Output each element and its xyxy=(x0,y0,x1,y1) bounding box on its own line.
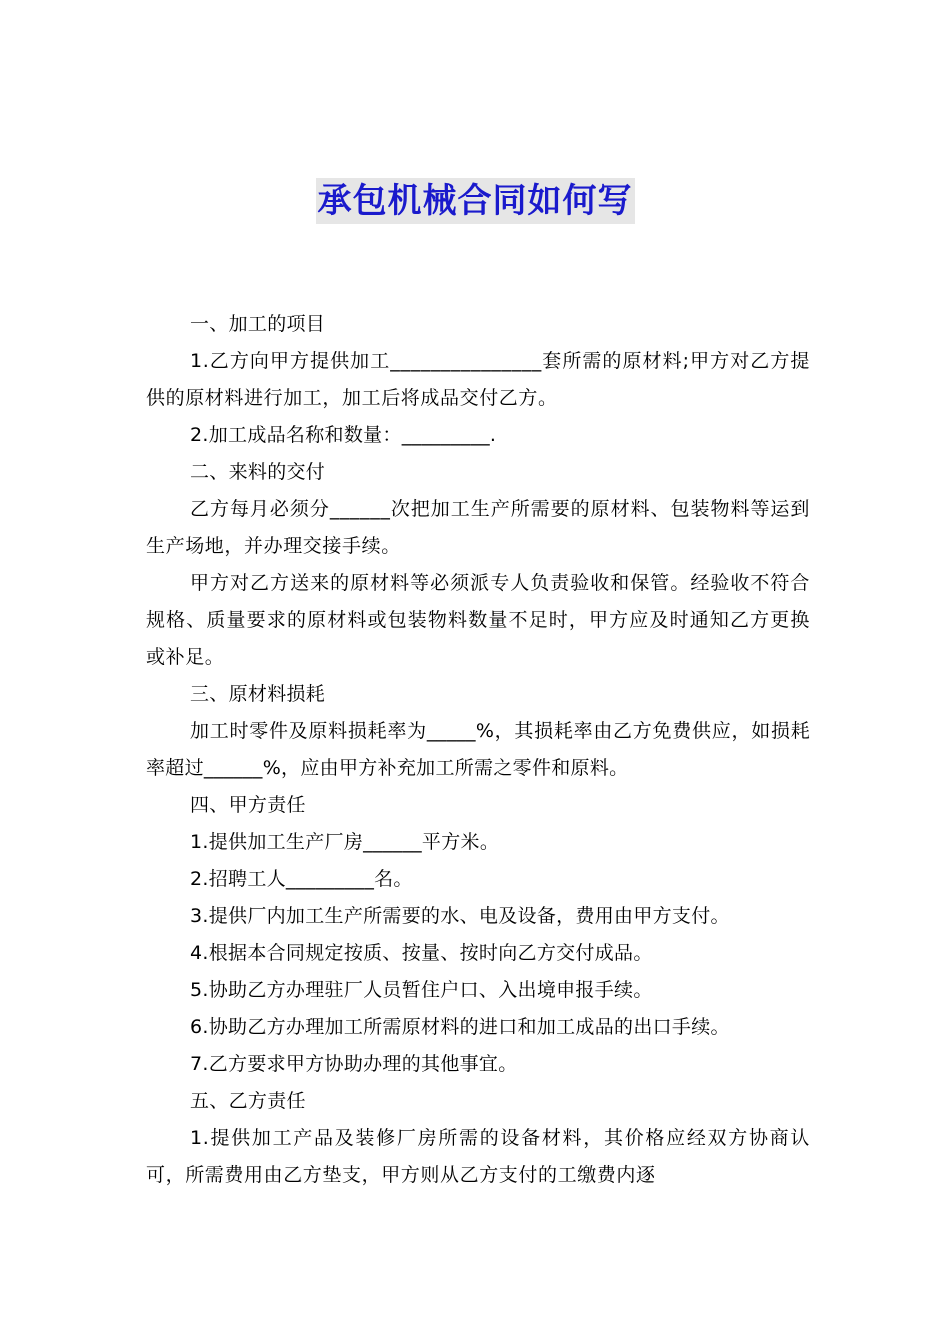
paragraph-4-6: 6.协助乙方办理加工所需原材料的进口和加工成品的出口手续。 xyxy=(190,1016,730,1038)
section-heading-3: 三、原材料损耗 xyxy=(190,683,326,705)
paragraph-1-2: 2.加工成品名称和数量：_________. xyxy=(190,424,497,446)
section-heading-4: 四、甲方责任 xyxy=(190,794,306,816)
paragraph-4-1: 1.提供加工生产厂房______平方米。 xyxy=(190,831,500,853)
section-heading-5: 五、乙方责任 xyxy=(190,1090,306,1112)
document-title-text: 承包机械合同如何写 xyxy=(316,178,635,224)
paragraph-4-5: 5.协助乙方办理驻厂人员暂住户口、入出境申报手续。 xyxy=(190,979,653,1001)
paragraph-4-7: 7.乙方要求甲方协助办理的其他事宜。 xyxy=(190,1053,518,1075)
section-heading-1: 一、加工的项目 xyxy=(190,313,326,335)
paragraph-5-1: 1.提供加工产品及装修厂房所需的设备材料，其价格应经双方协商认可，所需费用由乙方垫支，甲方则从乙方支付的工缴费内逐 xyxy=(146,1127,810,1186)
paragraph-3-1: 加工时零件及原料损耗率为_____%，其损耗率由乙方免费供应，如损耗率超过______%，应由甲方补充加工所需之零件和原料。 xyxy=(146,720,810,779)
document-title xyxy=(0,178,950,224)
paragraph-1-1: 1.乙方向甲方提供加工_______________套所需的原材料;甲方对乙方提供的原材料进行加工，加工后将成品交付乙方。 xyxy=(146,350,810,409)
paragraph-4-3: 3.提供厂内加工生产所需要的水、电及设备，费用由甲方支付。 xyxy=(190,905,730,927)
document-body xyxy=(146,306,810,1194)
paragraph-4-2: 2.招聘工人_________名。 xyxy=(190,868,413,890)
paragraph-2-1: 乙方每月必须分______次把加工生产所需要的原材料、包装物料等运到生产场地，并办理交接手续。 xyxy=(146,498,810,557)
paragraph-4-4: 4.根据本合同规定按质、按量、按时向乙方交付成品。 xyxy=(190,942,653,964)
section-heading-2: 二、来料的交付 xyxy=(190,461,326,483)
paragraph-2-2: 甲方对乙方送来的原材料等必须派专人负责验收和保管。经验收不符合规格、质量要求的原材料或包装物料数量不足时，甲方应及时通知乙方更换或补足。 xyxy=(146,572,810,668)
